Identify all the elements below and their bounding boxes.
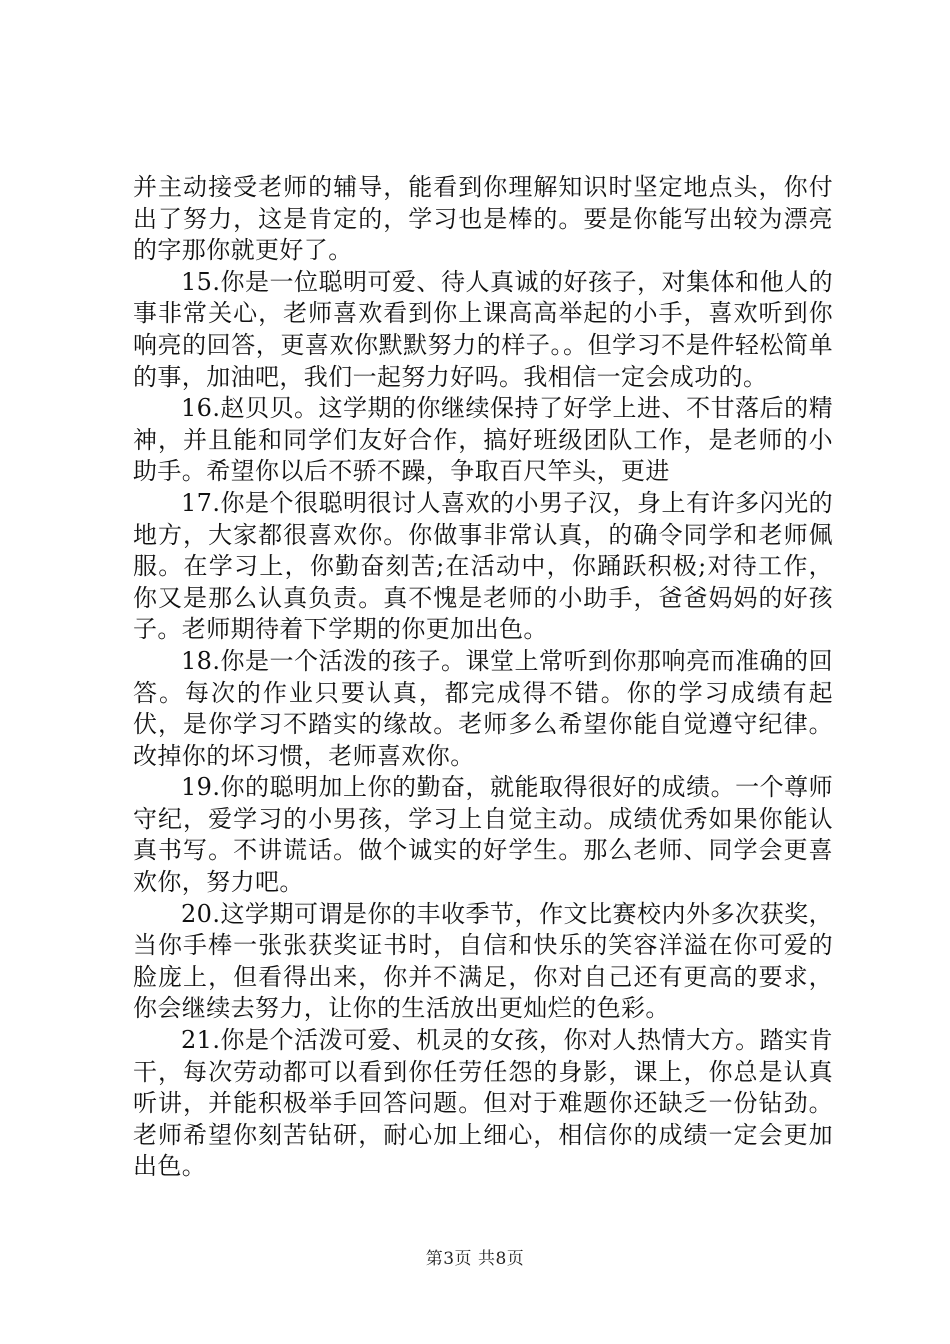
paragraph-continuation: 并主动接受老师的辅导，能看到你理解知识时坚定地点头，你付出了努力，这是肯定的，学习也是棒的。要是你能写出较为漂亮的字那你就更好了。 (133, 173, 833, 265)
paragraph-comment-17: 17.你是个很聪明很讨人喜欢的小男子汉，身上有许多闪光的地方，大家都很喜欢你。你做事非常认真，的确令同学和老师佩服。在学习上，你勤奋刻苦;在活动中，你踊跃积极;对待工作，你又是那么认真负责。真不愧是老师的小助手，爸爸妈妈的好孩子。老师期待着下学期的你更加出色。 (133, 488, 833, 644)
paragraph-comment-21: 21.你是个活泼可爱、机灵的女孩，你对人热情大方。踏实肯干，每次劳动都可以看到你任劳任怨的身影，课上，你总是认真听讲，并能积极举手回答问题。但对于难题你还缺乏一份钻劲。老师希望你刻苦钻研，耐心加上细心，相信你的成绩一定会更加出色。 (133, 1026, 833, 1181)
paragraph-comment-18: 18.你是一个活泼的孩子。课堂上常听到你那响亮而准确的回答。每次的作业只要认真，都完成得不错。你的学习成绩有起伏，是你学习不踏实的缘故。老师多么希望你能自觉遵守纪律。改掉你的坏习惯，老师喜欢你。 (133, 646, 833, 770)
document-body (133, 172, 833, 1183)
paragraph-comment-16: 16.赵贝贝。这学期的你继续保持了好学上进、不甘落后的精神，并且能和同学们友好合作，搞好班级团队工作，是老师的小助手。希望你以后不骄不躁，争取百尺竿头，更进 (133, 394, 833, 486)
page-number-label: 第3页 共8页 (425, 1249, 525, 1269)
paragraph-comment-15: 15.你是一位聪明可爱、待人真诚的好孩子，对集体和他人的事非常关心，老师喜欢看到你上课高高举起的小手，喜欢听到你响亮的回答，更喜欢你默默努力的样子。。但学习不是件轻松简单的事，加油吧，我们一起努力好吗。我相信一定会成功的。 (133, 267, 833, 391)
page-footer (0, 1244, 950, 1269)
paragraph-comment-20: 20.这学期可谓是你的丰收季节，作文比赛校内外多次获奖，当你手棒一张张获奖证书时，自信和快乐的笑容洋溢在你可爱的脸庞上，但看得出来，你并不满足，你对自己还有更高的要求，你会继续去努力，让你的生活放出更灿烂的色彩。 (133, 899, 833, 1023)
paragraph-comment-19: 19.你的聪明加上你的勤奋，就能取得很好的成绩。一个尊师守纪，爱学习的小男孩，学习上自觉主动。成绩优秀如果你能认真书写。不讲谎话。做个诚实的好学生。那么老师、同学会更喜欢你，努力吧。 (133, 773, 833, 897)
